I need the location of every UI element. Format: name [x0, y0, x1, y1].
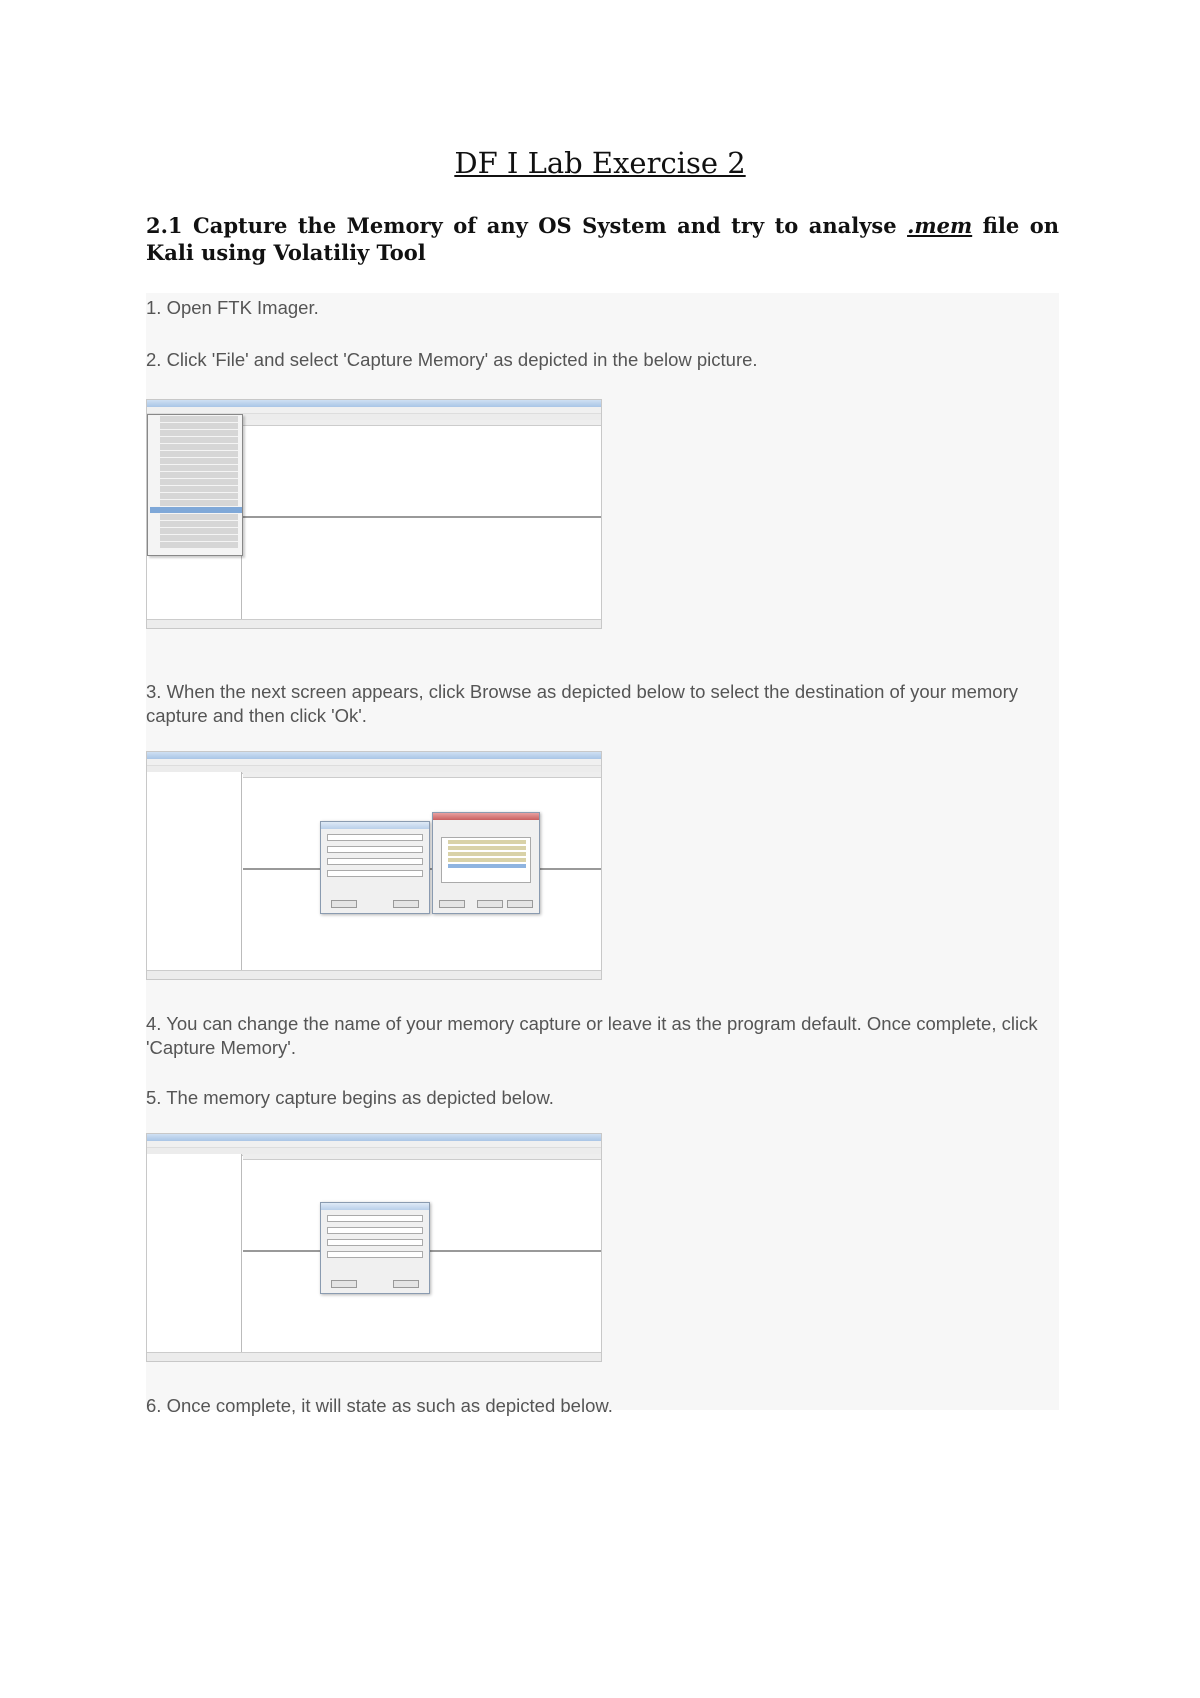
step-2: 2. Click 'File' and select 'Capture Memory' as depicted in the below picture. [146, 349, 758, 370]
memory-capture-dialog [320, 821, 430, 914]
step-4: 4. You can change the name of your memory capture or leave it as the program default. Once complete, click 'Capture Memory'. [146, 1013, 1038, 1058]
memory-capture-dialog [320, 1202, 430, 1294]
page-title: DF I Lab Exercise 2 [454, 146, 746, 180]
evidence-tree-pane [147, 1154, 242, 1353]
step-1: 1. Open FTK Imager. [146, 297, 319, 318]
heading-text-start: 2.1 Capture the Memory of any OS System and try to analyse [146, 213, 908, 238]
capture-memory-menu-item [150, 507, 242, 513]
window-statusbar [147, 970, 601, 979]
folder-tree [441, 837, 531, 883]
evidence-tree-pane [147, 772, 242, 971]
pane-divider [243, 516, 601, 518]
screenshot-file-menu [146, 399, 602, 629]
window-menubar [147, 407, 601, 414]
window-menubar [147, 759, 601, 766]
section-heading [146, 212, 1059, 266]
heading-text-end: file on Kali using Volatiliy Tool [146, 213, 1059, 265]
screenshot-memory-capture [146, 1133, 602, 1362]
screenshot-browse-dialog [146, 751, 602, 980]
file-list-pane [243, 420, 601, 620]
file-menu [147, 414, 243, 556]
step-5: 5. The memory capture begins as depicted below. [146, 1087, 554, 1108]
window-menubar [147, 1141, 601, 1148]
window-titlebar [147, 1134, 601, 1141]
heading-mem-extension: .mem [907, 213, 973, 238]
step-3: 3. When the next screen appears, click Browse as depicted below to select the destination of your memory capture and then click 'Ok'. [146, 681, 1019, 726]
window-statusbar [147, 619, 601, 628]
step-6: 6. Once complete, it will state as such as depicted below. [146, 1395, 613, 1416]
browse-for-folder-dialog [432, 812, 540, 914]
window-statusbar [147, 1352, 601, 1361]
window-titlebar [147, 752, 601, 759]
window-titlebar [147, 400, 601, 407]
